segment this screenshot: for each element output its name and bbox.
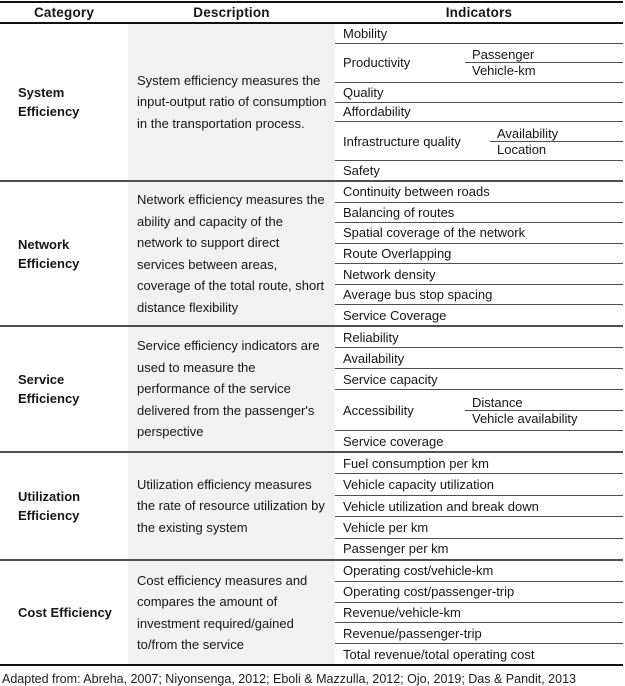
indicator-sub-row: Passenger (465, 47, 623, 63)
column-header-description: Description (193, 5, 270, 20)
indicator-row: Revenue/vehicle-km (335, 602, 623, 623)
indicator-row: Total revenue/total operating cost (335, 643, 623, 664)
indicator-sub-list (490, 126, 623, 157)
indicators-cell (335, 182, 623, 325)
description-cell (128, 561, 335, 664)
description-cell (128, 24, 335, 180)
category-cell: Service Efficiency (18, 372, 80, 406)
source-citation: Adapted from: Abreha, 2007; Niyonsenga, 2012; Eboli & Mazzulla, 2012; Ojo, 2019; Das & Pandit, 2013 (2, 672, 576, 686)
indicator-row: Vehicle utilization and break down (335, 495, 623, 516)
indicator-row: Service coverage (335, 430, 623, 451)
indicator-row: Mobility (343, 25, 388, 41)
indicator-parent-label: Accessibility (343, 402, 414, 418)
description-cell (128, 182, 335, 325)
section-service-efficiency (0, 325, 623, 451)
indicator-sub-list (465, 395, 623, 426)
indicator-row: Availability (335, 347, 623, 368)
description-text: Utilization efficiency measures the rate of resource utilization by the existing system (137, 476, 325, 535)
indicator-row: Service Coverage (335, 304, 623, 325)
section-network-efficiency (0, 180, 623, 325)
description-text: System efficiency measures the input-output ratio of consumption in the transportation process. (137, 72, 327, 131)
category-cell: Network Efficiency (18, 236, 80, 271)
description-cell (128, 327, 335, 451)
indicator-row: Spatial coverage of the network (335, 222, 623, 243)
indicator-row: Revenue/passenger-trip (335, 622, 623, 643)
description-text: Network efficiency measures the ability and capacity of the network to support direct services between areas, coverage of the total route, short distance flexibility (137, 192, 325, 315)
indicator-row-nested (335, 43, 623, 82)
indicator-sub-row: Vehicle-km (472, 63, 536, 79)
indicator-row: Vehicle per km (335, 516, 623, 537)
indicator-row: Vehicle capacity utilization (335, 473, 623, 494)
category-cell: System Efficiency (18, 85, 80, 119)
indicator-row: Reliability (343, 329, 399, 345)
section-system-efficiency (0, 24, 623, 180)
description-cell (128, 453, 335, 559)
indicator-sub-row: Location (497, 141, 547, 157)
indicator-row: Operating cost/vehicle-km (343, 563, 494, 579)
indicator-sub-row: Distance (465, 395, 623, 411)
indicators-cell (335, 561, 623, 664)
column-header-category: Category (33, 5, 95, 20)
indicators-cell (335, 453, 623, 559)
indicator-row: Operating cost/passenger-trip (335, 581, 623, 602)
indicator-row: Affordability (335, 102, 623, 122)
indicators-cell (335, 24, 623, 180)
indicator-row: Quality (335, 82, 623, 102)
indicator-parent-label: Infrastructure quality (343, 133, 461, 149)
indicator-row: Safety (335, 160, 623, 180)
indicator-row-nested (335, 389, 623, 430)
indicator-row: Fuel consumption per km (343, 455, 489, 471)
indicator-row: Continuity between roads (343, 184, 490, 200)
indicator-row-nested (335, 121, 623, 160)
category-cell: Utilization Efficiency (18, 489, 81, 523)
indicator-sub-row: Availability (490, 126, 623, 142)
indicator-row: Average bus stop spacing (335, 284, 623, 305)
indicator-row: Network density (335, 263, 623, 284)
category-cell: Cost Efficiency (18, 605, 112, 620)
indicator-sub-row: Vehicle availability (472, 410, 578, 426)
table-header-row (0, 3, 623, 24)
column-header-indicators: Indicators (445, 5, 513, 20)
section-utilization-efficiency (0, 451, 623, 559)
section-cost-efficiency (0, 559, 623, 664)
indicator-sub-list (465, 47, 623, 78)
indicators-cell (335, 327, 623, 451)
indicator-row: Passenger per km (335, 538, 623, 559)
indicator-row: Route Overlapping (335, 243, 623, 264)
description-text: Service efficiency indicators are used to measure the performance of the service delivered from the passenger's perspective (137, 338, 320, 440)
description-text: Cost efficiency measures and compares the amount of investment required/gained to/from the service (137, 572, 308, 652)
indicator-row: Service capacity (335, 368, 623, 389)
indicator-row: Balancing of routes (335, 202, 623, 223)
indicator-parent-label: Productivity (343, 55, 411, 71)
efficiency-indicators-table (0, 1, 623, 666)
